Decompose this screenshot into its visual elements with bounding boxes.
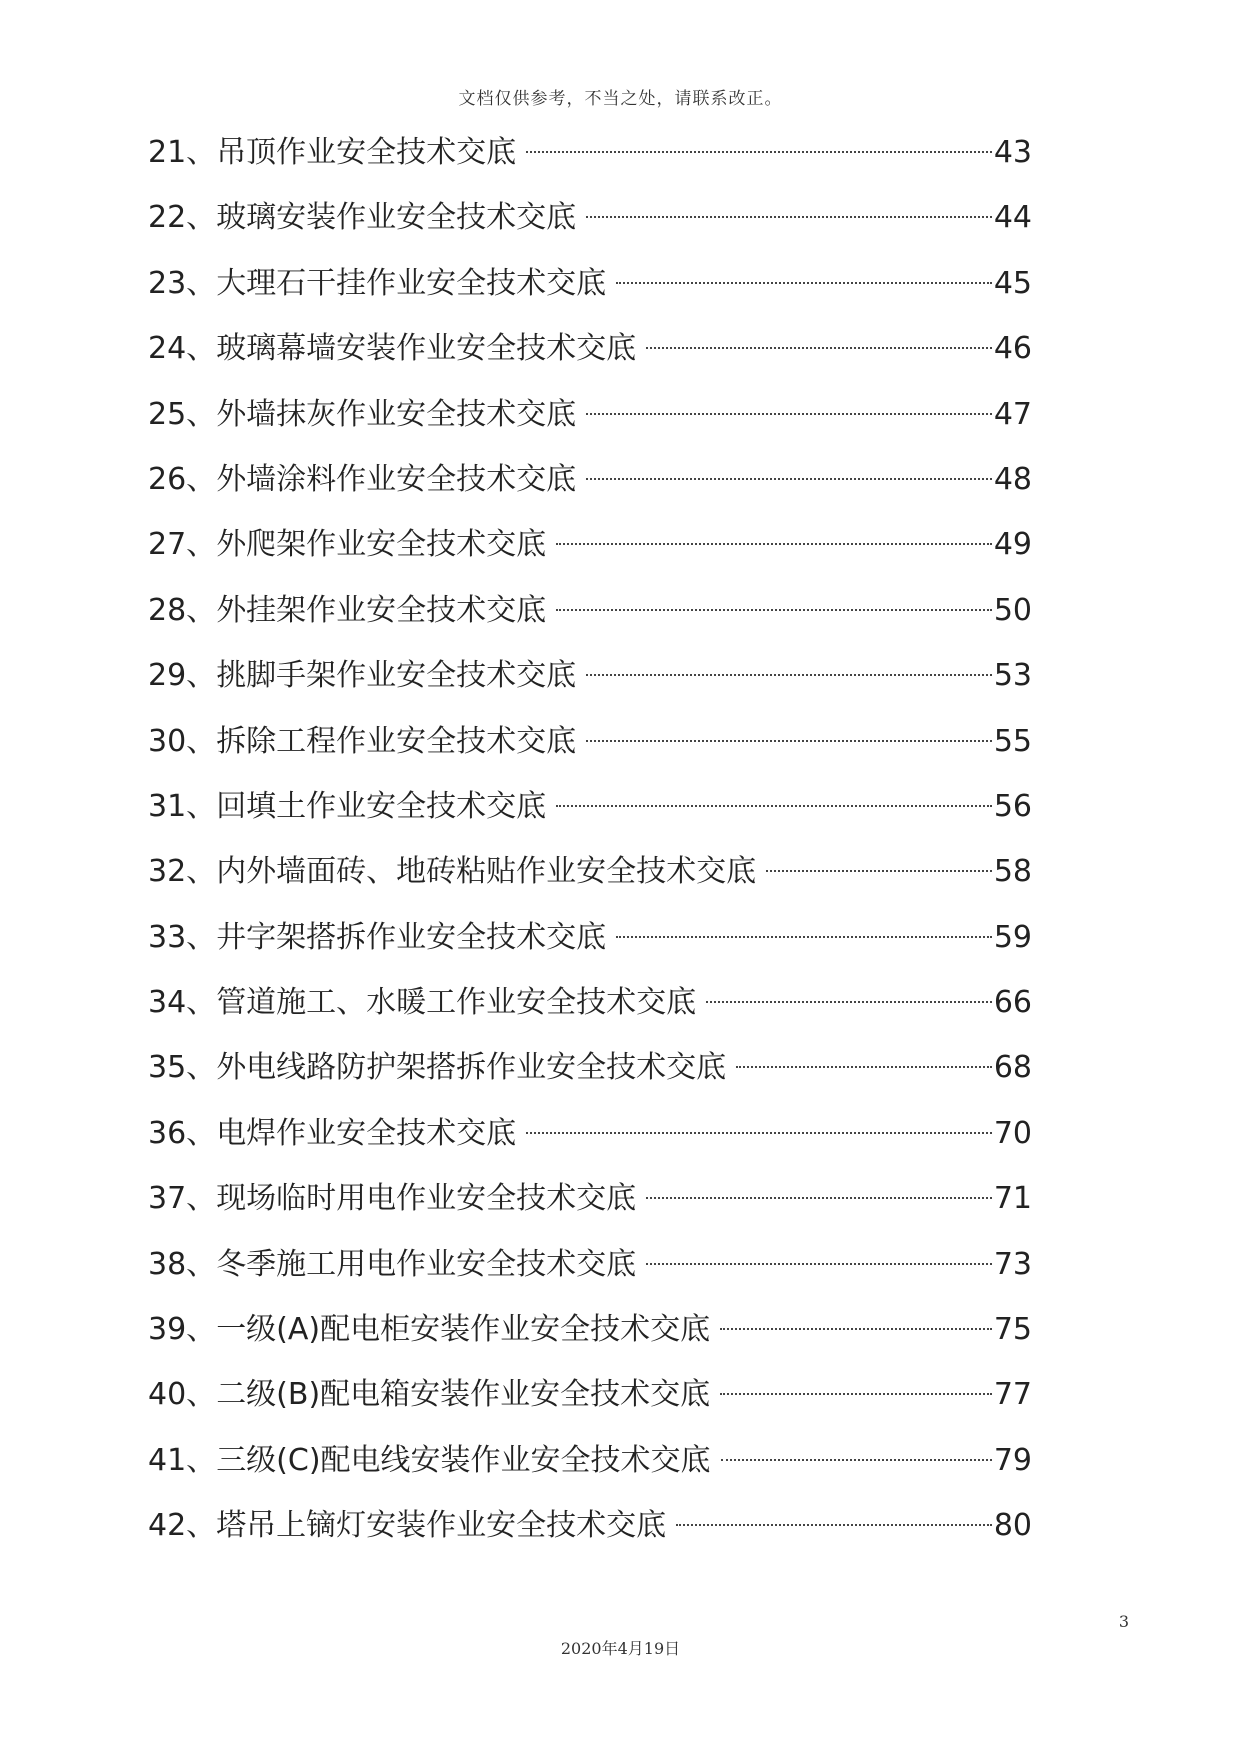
toc-dot-leader [586,740,992,742]
toc-entry[interactable] [148,251,1032,316]
toc-dot-leader [556,805,992,807]
toc-entry[interactable] [148,970,1032,1035]
toc-dot-leader [720,1328,992,1330]
toc-entry-title: 管道施工、水暖工作业安全技术交底 [216,985,697,1021]
toc-dot-leader [646,1263,992,1265]
toc-dot-leader [721,1459,992,1461]
toc-entry-title: 冬季施工用电作业安全技术交底 [216,1246,637,1282]
toc-dot-leader [586,674,992,676]
toc-entry-number: 34、 [148,985,217,1021]
toc-entry-number: 33、 [148,919,217,955]
toc-entry[interactable] [148,1297,1032,1362]
toc-entry-title: 现场临时用电作业安全技术交底 [216,1181,637,1217]
toc-dot-leader [706,1001,992,1003]
toc-entry-title: 井字架搭拆作业安全技术交底 [216,919,607,955]
toc-entry-title: 玻璃安装作业安全技术交底 [216,200,577,236]
toc-dot-leader [646,1197,992,1199]
toc-dot-leader [616,282,992,284]
toc-entry[interactable] [148,709,1032,774]
toc-entry[interactable] [148,512,1032,577]
toc-entry-page: 75 [993,1312,1032,1348]
toc-entry-number: 39、 [148,1312,217,1348]
toc-entry-number: 30、 [148,723,217,759]
toc-entry-page: 56 [993,788,1032,824]
toc-entry-number: 35、 [148,1050,217,1086]
toc-entry-page: 49 [993,527,1032,563]
toc-entry-number: 26、 [148,461,217,497]
toc-entry[interactable] [148,447,1032,512]
toc-entry-title: 塔吊上镝灯安装作业安全技术交底 [216,1508,667,1544]
toc-entry-number: 32、 [148,854,217,890]
toc-entry[interactable] [148,1035,1032,1100]
toc-entry-number: 22、 [148,200,217,236]
toc-entry-page: 55 [993,723,1032,759]
toc-entry-page: 43 [993,135,1032,170]
toc-entry-title: 一级(A)配电柜安装作业安全技术交底 [216,1312,711,1348]
toc-dot-leader [766,870,992,872]
toc-entry-page: 70 [993,1115,1032,1151]
toc-entry-number: 42、 [148,1508,217,1544]
toc-entry-page: 47 [993,396,1032,432]
toc-entry-number: 40、 [148,1377,217,1413]
toc-entry-number: 24、 [148,331,217,367]
toc-entry-page: 46 [993,331,1032,367]
toc-entry-page: 73 [993,1246,1032,1282]
footer-date: 2020年4月19日 [560,1639,681,1658]
toc-entry-number: 27、 [148,527,217,563]
toc-entry[interactable] [148,839,1032,904]
toc-dot-leader [676,1524,992,1526]
toc-dot-leader [526,1132,992,1134]
toc-entry-title: 外爬架作业安全技术交底 [216,527,547,563]
toc-entry-title: 吊顶作业安全技术交底 [216,135,517,170]
toc-entry-title: 外墙抹灰作业安全技术交底 [216,396,577,432]
toc-entry-title: 电焊作业安全技术交底 [216,1115,517,1151]
toc-entry-page: 59 [993,919,1032,955]
toc-entry-page: 77 [993,1377,1032,1413]
toc-entry-number: 21、 [148,135,217,170]
toc-dot-leader [556,543,992,545]
toc-entry-number: 23、 [148,265,217,301]
table-of-contents [148,120,1032,1559]
toc-dot-leader [556,609,992,611]
toc-dot-leader [586,216,992,218]
toc-dot-leader [616,936,992,938]
toc-entry-title: 玻璃幕墙安装作业安全技术交底 [216,331,637,367]
toc-entry-number: 25、 [148,396,217,432]
toc-dot-leader [526,151,992,153]
toc-entry-page: 53 [993,658,1032,694]
toc-entry-number: 36、 [148,1115,217,1151]
toc-entry-page: 45 [993,265,1032,301]
toc-entry-page: 80 [993,1508,1032,1544]
toc-entry-title: 外电线路防护架搭拆作业安全技术交底 [216,1050,727,1086]
toc-dot-leader [586,478,992,480]
toc-entry-number: 37、 [148,1181,217,1217]
toc-entry-page: 71 [993,1181,1032,1217]
toc-entry[interactable] [148,1232,1032,1297]
toc-entry-page: 66 [993,985,1032,1021]
toc-entry-page: 50 [993,592,1032,628]
toc-dot-leader [720,1393,992,1395]
toc-entry[interactable] [148,643,1032,708]
toc-dot-leader [586,413,992,415]
toc-entry[interactable] [148,774,1032,839]
toc-entry-title: 内外墙面砖、地砖粘贴作业安全技术交底 [216,854,757,890]
toc-entry-title: 大理石干挂作业安全技术交底 [216,265,607,301]
toc-entry-number: 29、 [148,658,217,694]
toc-dot-leader [646,347,992,349]
toc-entry-number: 41、 [148,1442,217,1478]
toc-entry-page: 48 [993,461,1032,497]
toc-entry-number: 38、 [148,1246,217,1282]
toc-entry[interactable] [148,316,1032,381]
toc-entry[interactable] [148,578,1032,643]
toc-entry[interactable] [148,1362,1032,1427]
toc-dot-leader [736,1066,992,1068]
toc-entry[interactable] [148,1166,1032,1231]
toc-entry-title: 外墙涂料作业安全技术交底 [216,461,577,497]
toc-entry-title: 三级(C)配电线安装作业安全技术交底 [216,1442,711,1478]
toc-entry-title: 回填土作业安全技术交底 [216,788,547,824]
toc-entry-title: 外挂架作业安全技术交底 [216,592,547,628]
toc-entry-page: 44 [993,200,1032,236]
toc-entry-page: 68 [993,1050,1032,1086]
toc-entry-number: 31、 [148,788,217,824]
header-disclaimer: 文档仅供参考，不当之处，请联系改正。 [458,89,783,109]
toc-entry[interactable] [148,1101,1032,1166]
toc-entry[interactable] [148,382,1032,447]
toc-entry-title: 二级(B)配电箱安装作业安全技术交底 [216,1377,711,1413]
toc-entry[interactable] [148,185,1032,250]
page-number: 3 [1118,1612,1129,1631]
toc-entry[interactable] [148,905,1032,970]
toc-entry-page: 58 [993,854,1032,890]
toc-entry-number: 28、 [148,592,217,628]
toc-entry-title: 挑脚手架作业安全技术交底 [216,658,577,694]
toc-entry-title: 拆除工程作业安全技术交底 [216,723,577,759]
toc-entry-page: 79 [993,1442,1032,1478]
toc-entry[interactable] [148,1493,1032,1558]
toc-entry[interactable] [148,120,1032,185]
toc-entry[interactable] [148,1428,1032,1493]
